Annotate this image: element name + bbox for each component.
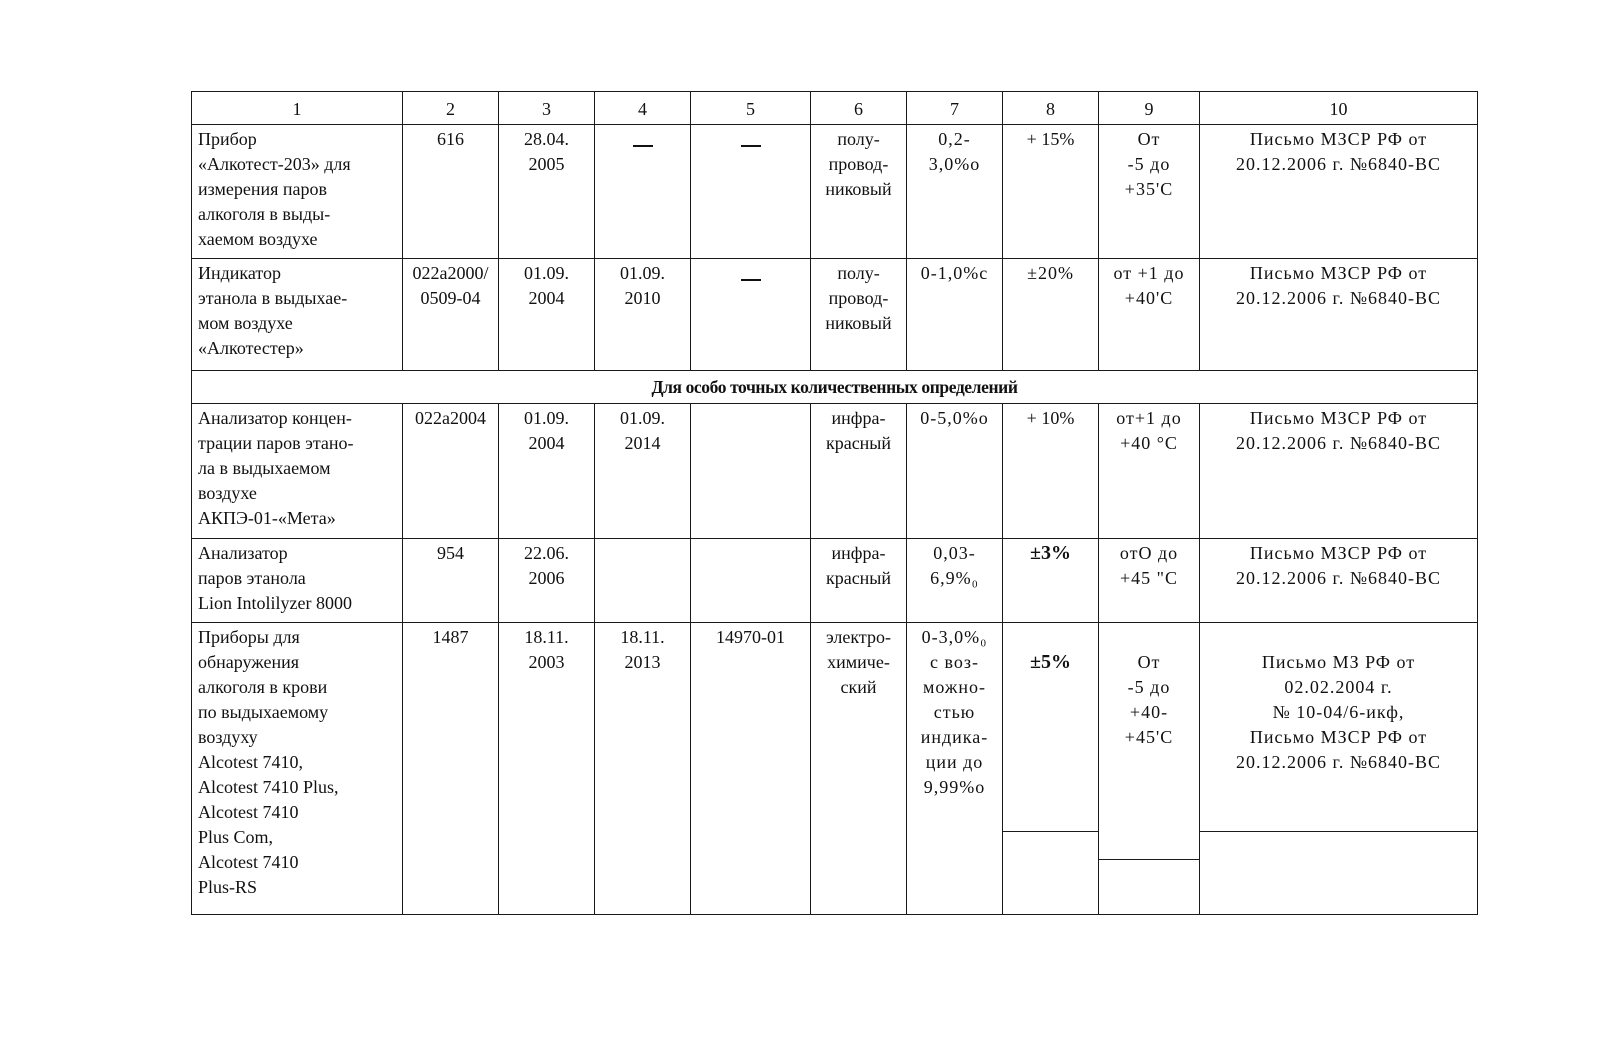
valid-until: 01.09. 2014 <box>595 404 691 539</box>
measurement-range: 0,2- 3,0%o <box>907 125 1003 259</box>
operating-temperature: от+1 до +40 °С <box>1099 404 1200 539</box>
sensor-type: инфра- красный <box>811 404 907 539</box>
operating-temperature-value: От -5 до +40- +45'С <box>1124 652 1174 747</box>
registration-date: 01.09. 2004 <box>499 404 595 539</box>
registration-date: 22.06. 2006 <box>499 539 595 623</box>
approval-document-value: Письмо МЗ РФ от 02.02.2004 г. № 10-04/6-икф, Письмо МЗСР РФ от 20.12.2006 г. №6840-ВС <box>1235 652 1442 772</box>
col-header: 6 <box>811 92 907 125</box>
measurement-error <box>1003 623 1099 915</box>
registration-date: 18.11. 2003 <box>499 623 595 915</box>
sensor-type: полу- провод- никовый <box>811 259 907 371</box>
measurement-error: ±20% <box>1003 259 1099 371</box>
measurement-range: 0-1,0%с <box>907 259 1003 371</box>
registration-date: 01.09. 2004 <box>499 259 595 371</box>
valid-until: 01.09. 2010 <box>595 259 691 371</box>
col-header: 4 <box>595 92 691 125</box>
operating-temperature: От -5 до +35'С <box>1099 125 1200 259</box>
measurement-range: 0-5,0%о <box>907 404 1003 539</box>
table-row <box>192 539 1478 623</box>
sensor-type: электро- химиче- ский <box>811 623 907 915</box>
col-header: 5 <box>691 92 811 125</box>
device-name: Анализатор паров этанола Lion Intolilyzer 8000 <box>192 539 403 623</box>
table-row <box>192 259 1478 371</box>
approval-document: Письмо МЗСР РФ от 20.12.2006 г. №6840-ВС <box>1200 125 1478 259</box>
col-header: 3 <box>499 92 595 125</box>
operating-temperature: отО до +45 "С <box>1099 539 1200 623</box>
dash-mark <box>633 145 653 147</box>
col-header: 1 <box>192 92 403 125</box>
device-name: Прибор «Алкотест-203» для измерения паров алкоголя в выды- хаемом воздухе <box>192 125 403 259</box>
section-row <box>192 371 1478 404</box>
device-registry-table <box>191 91 1478 915</box>
dash-mark <box>741 145 761 147</box>
valid-until <box>595 539 691 623</box>
certificate-number <box>691 259 811 371</box>
table-row <box>192 404 1478 539</box>
cell-divider <box>1200 831 1477 832</box>
approval-document: Письмо МЗСР РФ от 20.12.2006 г. №6840-ВС <box>1200 539 1478 623</box>
registration-number: 022а2000/ 0509-04 <box>403 259 499 371</box>
sensor-type: инфра- красный <box>811 539 907 623</box>
table-row <box>192 623 1478 915</box>
registration-date: 28.04. 2005 <box>499 125 595 259</box>
header-row <box>192 92 1478 125</box>
certificate-number <box>691 404 811 539</box>
measurement-error: + 15% <box>1003 125 1099 259</box>
device-name: Приборы для обнаружения алкоголя в крови по выдыхаемому воздуху Alcotest 7410, Alcotest 7410 Plus, Alcotest 7410 Plus Com, Alcotest 7410 Plus-RS <box>192 623 403 915</box>
approval-document <box>1200 623 1478 915</box>
section-title: Для особо точных количественных определений <box>192 371 1478 404</box>
measurement-range: 0-3,0%₀ с воз- можно- стью индика- ции до 9,99%о <box>907 623 1003 915</box>
approval-document: Письмо МЗСР РФ от 20.12.2006 г. №6840-ВС <box>1200 404 1478 539</box>
valid-until <box>595 125 691 259</box>
cell-divider <box>1003 831 1098 832</box>
valid-until: 18.11. 2013 <box>595 623 691 915</box>
registration-number: 022а2004 <box>403 404 499 539</box>
certificate-number <box>691 125 811 259</box>
measurement-range: 0,03- 6,9%₀ <box>907 539 1003 623</box>
measurement-error: ±3% <box>1003 539 1099 623</box>
col-header: 8 <box>1003 92 1099 125</box>
operating-temperature: от +1 до +40'С <box>1099 259 1200 371</box>
measurement-error: + 10% <box>1003 404 1099 539</box>
registration-number: 1487 <box>403 623 499 915</box>
registration-number: 954 <box>403 539 499 623</box>
sensor-type: полу- провод- никовый <box>811 125 907 259</box>
device-name: Анализатор концен- трации паров этано- ла в выдыхаемом воздухе АКПЭ-01-«Мета» <box>192 404 403 539</box>
operating-temperature <box>1099 623 1200 915</box>
certificate-number <box>691 539 811 623</box>
table-row <box>192 125 1478 259</box>
measurement-error-value: ±5% <box>1030 651 1071 673</box>
approval-document: Письмо МЗСР РФ от 20.12.2006 г. №6840-ВС <box>1200 259 1478 371</box>
certificate-number: 14970-01 <box>691 623 811 915</box>
col-header: 10 <box>1200 92 1478 125</box>
col-header: 7 <box>907 92 1003 125</box>
device-name: Индикатор этанола в выдыхае- мом воздухе «Алкотестер» <box>192 259 403 371</box>
dash-mark <box>741 279 761 281</box>
cell-divider <box>1099 859 1199 860</box>
col-header: 2 <box>403 92 499 125</box>
col-header: 9 <box>1099 92 1200 125</box>
registration-number: 616 <box>403 125 499 259</box>
